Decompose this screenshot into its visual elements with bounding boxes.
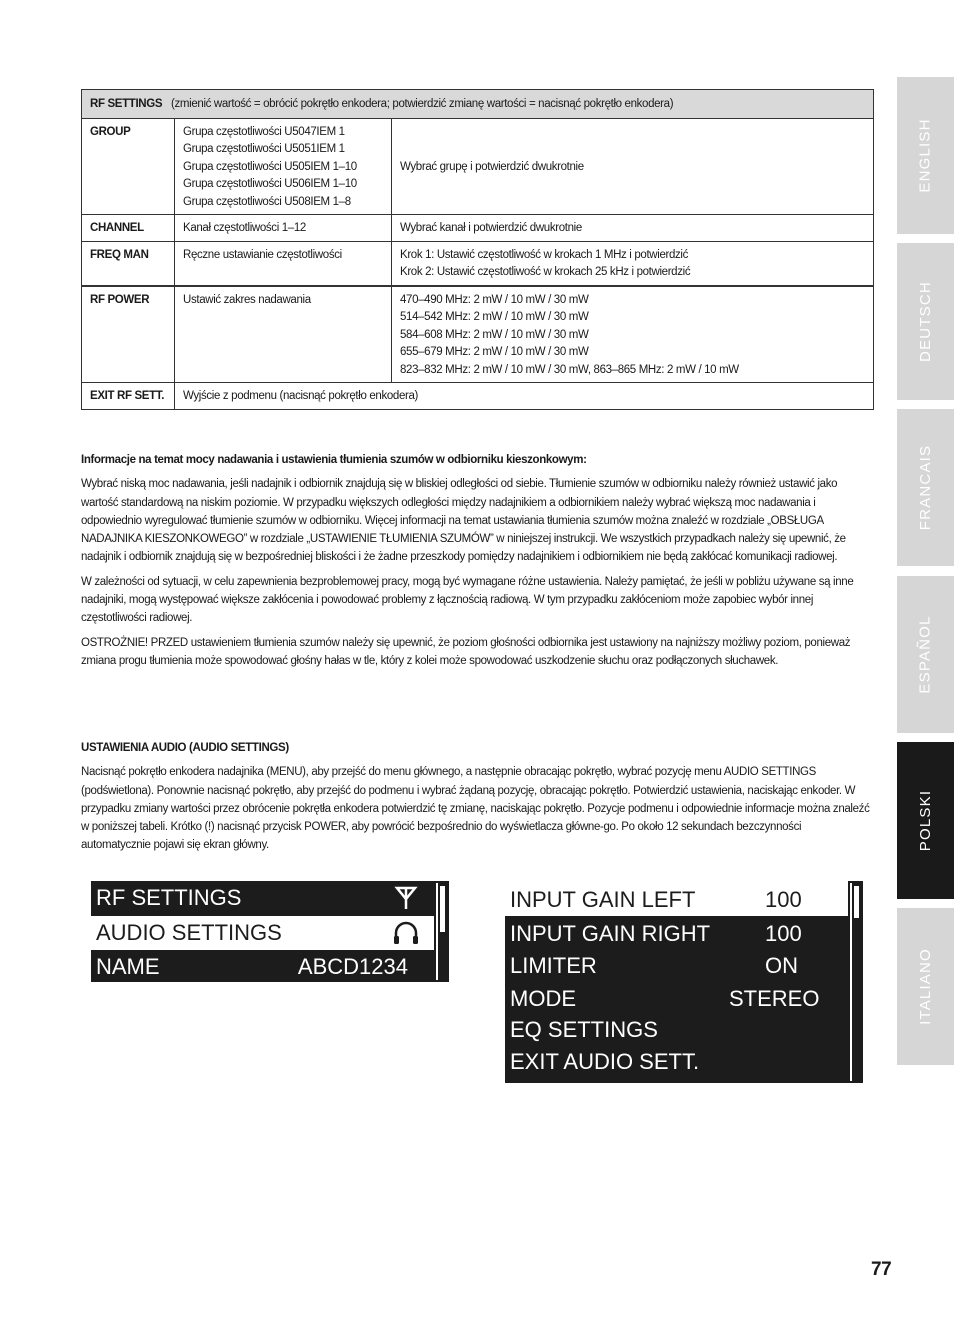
- tab-label: ESPAÑOL: [917, 615, 934, 694]
- table-header-title: RF SETTINGS: [90, 98, 163, 110]
- lcd-row-label: AUDIO SETTINGS: [96, 920, 282, 945]
- lcd-row-value: STEREO: [729, 986, 820, 1011]
- lcd-row-label: EXIT AUDIO SETT.: [510, 1049, 700, 1074]
- info-heading: Informacje na temat mocy nadawania i ustawienia tłumienia szumów w odbiorniku kieszonkowym:: [81, 454, 587, 466]
- audio-settings-paragraph: Nacisnąć pokrętło enkodera nadajnika (MENU), aby przejść do menu głównego, a następnie obracając pokrętło, wybrać pozycję menu AUDIO SETTINGS (podświetlona). Ponownie nacisnąć pokrętło, aby przejść do podmenu i wybrać żądaną pozycję, obracając pokrętło. Potwierdzić ustawienia, naciskając enkoder. W przypadku zmiany wartości przez obrócenie pokrętła enkodera potwierdzić tę zmianę, naciskając pokrętło. Pozycje podmenu i odpowiednie informacje można znaleźć w poniższej tabeli. Krótko (!) nacisnąć przycisk POWER, aby powrócić bezpośrednio do wyświetlacza główne-go. Po około 12 sekundach bezczynności automatycznie pojawi się ekran główny.: [81, 766, 870, 852]
- lcd-row-label: LIMITER: [510, 953, 597, 978]
- lcd-row-label: NAME: [96, 954, 160, 979]
- action-line: 823–832 MHz: 2 mW / 10 mW / 30 mW, 863–865 MHz: 2 mW / 10 mW: [400, 363, 739, 376]
- desc-line: Wyjście z podmenu (nacisnąć pokrętło enkodera): [183, 390, 419, 402]
- desc-line: Grupa częstotliwości U5047IEM 1: [183, 125, 345, 138]
- row-action: [392, 215, 874, 242]
- lcd-audio-scrollbar: [850, 883, 861, 1081]
- lcd-audio-scrollbar-thumb: [854, 886, 859, 918]
- lcd-row-limiter[interactable]: [510, 950, 845, 982]
- info-section: [81, 451, 873, 676]
- tab-francais[interactable]: [897, 409, 954, 566]
- lcd-scrollbar: [436, 883, 446, 980]
- table-header-row: [82, 90, 874, 119]
- table-header-cell: [82, 90, 874, 119]
- action-line: 655–679 MHz: 2 mW / 10 mW / 30 mW: [400, 346, 589, 358]
- lcd-main-menu: [91, 881, 449, 982]
- antenna-icon: [392, 885, 420, 911]
- tab-label: DEUTSCH: [917, 281, 934, 362]
- row-desc: [175, 286, 392, 383]
- tab-polski[interactable]: [897, 742, 954, 899]
- action-line: Wybrać grupę i potwierdzić dwukrotnie: [400, 160, 584, 173]
- lcd-row-value: 100: [765, 887, 802, 912]
- info-paragraph: W zależności od sytuacji, w celu zapewnienia bezproblemowej pracy, mogą być wymagane różne ustawienia. Należy pamiętać, że jeśli w pobliżu używane są inne nadajniki, mogą występować większe zakłócenia i powodować problemy z łącznością radiową. W tym przypadku zakłóceniom może zapobiec wybór innej częstotliwości radiowej.: [81, 575, 854, 625]
- lcd-row-label: MODE: [510, 986, 576, 1011]
- lcd-row-input-gain-left[interactable]: [510, 884, 845, 916]
- desc-line: Grupa częstotliwości U5051IEM 1: [183, 143, 345, 155]
- desc-line: Ustawić zakres nadawania: [183, 293, 311, 306]
- warning-paragraph: OSTROŻNIE! PRZED ustawieniem tłumienia szumów należy się upewnić, że poziom głośności odbiornika jest ustawiony na najniższy możliwy poziom, ponieważ zmiana progu tłumienia może spowodować głośny hałas w tle, który z kolei może spowodować uszkodzenie słuchu oraz podłączonych słuchawek.: [81, 636, 851, 667]
- row-action: [392, 118, 874, 215]
- table-row-rf-power: [82, 286, 874, 383]
- action-line: 470–490 MHz: 2 mW / 10 mW / 30 mW: [400, 293, 589, 306]
- lcd-scrollbar-thumb: [440, 886, 445, 932]
- lcd-row-label: INPUT GAIN LEFT: [510, 887, 696, 912]
- audio-settings-heading: USTAWIENIA AUDIO (AUDIO SETTINGS): [81, 742, 289, 754]
- desc-line: Kanał częstotliwości 1–12: [183, 222, 306, 234]
- lcd-row-mode[interactable]: [510, 983, 845, 1015]
- info-paragraph: Wybrać niską moc nadawania, jeśli nadajnik i odbiornik znajdują się w bliskiej odległości od siebie. Tłumienie szumów w odbiorniku należy również ustawić jako wartość standardową na niskim poziomie. W przypadku większych odległości między nadajnikiem a odbiornikiem należy wybrać większą moc nadawania i odpowiednio wyregulować tłumienie szumów w odbiorniku. Więcej informacji na temat ustawiania tłumienia szumów można znaleźć w rozdziale „OBSŁUGA NADAJNIKA KIESZONKOWEGO” w rozdziale „USTAWIENIE TŁUMIENIA SZUMÓW” w niniejszej instrukcji. We wszystkich przypadkach należy się upewnić, że nadajnik i odbiornik znajdują się w bezpośredniej bliskości i że żadne przeszkody pomiędzy nadajnikiem i odbiornikiem nie będą zakłócać komunikacji radiowej.: [81, 478, 846, 564]
- page-number: 77: [871, 1259, 892, 1280]
- action-line: 514–542 MHz: 2 mW / 10 mW / 30 mW: [400, 311, 589, 323]
- lcd-row-input-gain-right[interactable]: [510, 918, 845, 950]
- desc-line: Grupa częstotliwości U508IEM 1–8: [183, 195, 351, 208]
- row-key: FREQ MAN: [82, 241, 175, 286]
- desc-line: Grupa częstotliwości U506IEM 1–10: [183, 178, 357, 190]
- tab-deutsch[interactable]: [897, 243, 954, 400]
- lcd-row-eq-settings[interactable]: [510, 1014, 845, 1046]
- row-desc: [175, 118, 392, 215]
- row-key: EXIT RF SETT.: [82, 383, 175, 410]
- tab-label: ENGLISH: [917, 118, 935, 193]
- lcd-row-rf-settings[interactable]: [91, 881, 434, 915]
- action-line: 584–608 MHz: 2 mW / 10 mW / 30 mW: [400, 328, 589, 341]
- table-row-freq-man: [82, 241, 874, 286]
- tab-label: ITALIANO: [917, 948, 934, 1025]
- lcd-row-value: 100: [765, 921, 802, 946]
- desc-line: Ręczne ustawianie częstotliwości: [183, 248, 342, 261]
- lcd-row-label: EQ SETTINGS: [510, 1017, 658, 1042]
- row-action: [392, 241, 874, 286]
- desc-line: Grupa częstotliwości U505IEM 1–10: [183, 160, 357, 173]
- tab-english[interactable]: [897, 77, 954, 234]
- row-desc: [175, 215, 392, 242]
- row-key: RF POWER: [82, 286, 175, 383]
- lcd-row-value: ON: [765, 953, 798, 978]
- lcd-row-label: RF SETTINGS: [96, 885, 242, 910]
- lcd-row-value: ABCD1234: [297, 954, 408, 979]
- headphones-icon: [392, 920, 420, 946]
- tab-espanol[interactable]: [897, 576, 954, 733]
- table-row-channel: [82, 215, 874, 242]
- table-row-exit: [82, 383, 874, 410]
- action-line: Wybrać kanał i potwierdzić dwukrotnie: [400, 222, 582, 234]
- tab-label: FRANCAIS: [917, 444, 935, 531]
- action-line: Krok 1: Ustawić częstotliwość w krokach 1 MHz i potwierdzić: [400, 248, 689, 261]
- audio-settings-section: [81, 739, 873, 861]
- row-key: CHANNEL: [82, 215, 175, 242]
- lcd-row-audio-settings[interactable]: [91, 916, 434, 950]
- table-header-note: (zmienić wartość = obrócić pokrętło enkodera; potwierdzić zmianę wartości = nacisnąć pokrętło enkodera): [171, 98, 674, 110]
- table-row-group: [82, 118, 874, 215]
- tab-label: POLSKI: [917, 789, 934, 852]
- lcd-row-name[interactable]: [91, 950, 434, 984]
- action-line: Krok 2: Ustawić częstotliwość w krokach 25 kHz i potwierdzić: [400, 266, 691, 278]
- row-key: GROUP: [82, 118, 175, 215]
- row-desc: [175, 383, 874, 410]
- row-desc: [175, 241, 392, 286]
- rf-settings-table: [81, 89, 874, 410]
- lcd-audio-menu: [505, 881, 863, 1083]
- lcd-row-label: INPUT GAIN RIGHT: [510, 921, 711, 946]
- tab-italiano[interactable]: [897, 908, 954, 1065]
- lcd-row-exit-audio[interactable]: [510, 1046, 845, 1078]
- row-action: [392, 286, 874, 383]
